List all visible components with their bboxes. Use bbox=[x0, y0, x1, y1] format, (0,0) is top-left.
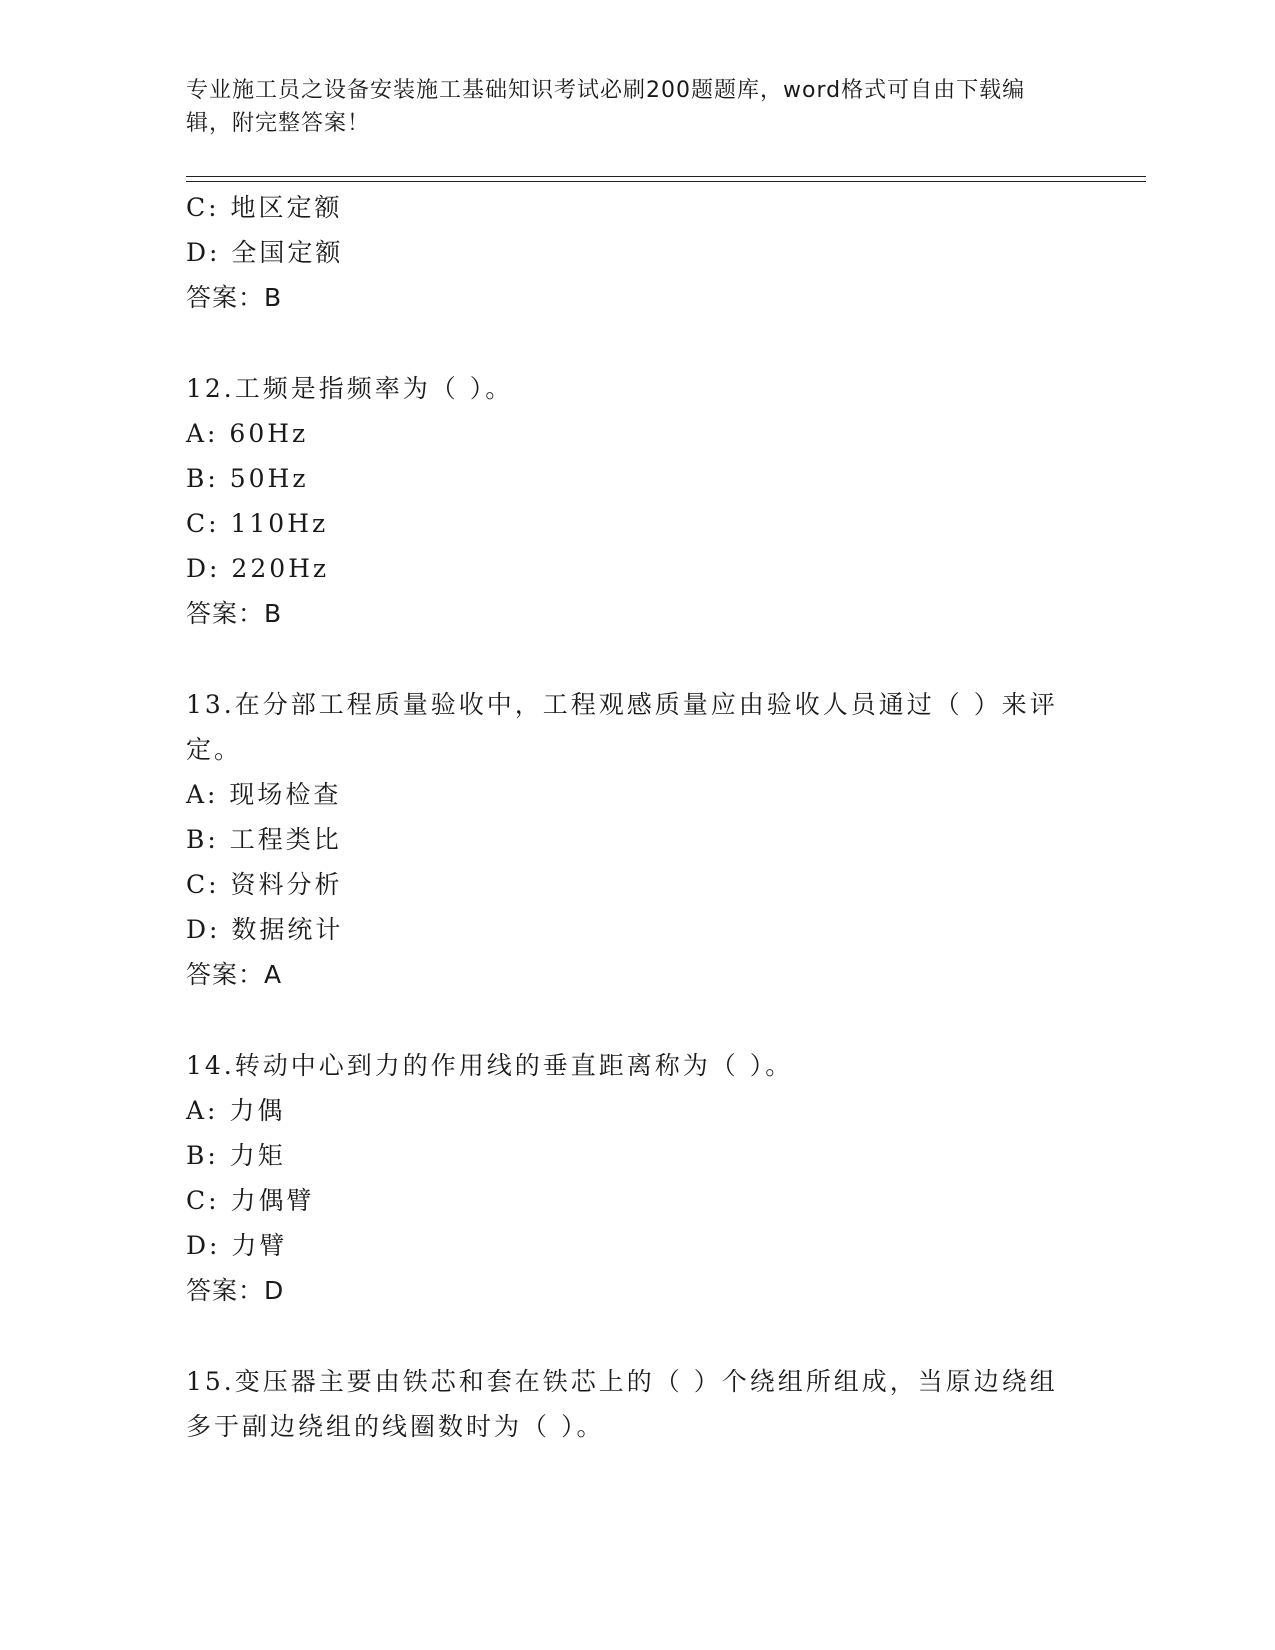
option-c: C: 资料分析 bbox=[186, 870, 343, 899]
option-a: A: 力偶 bbox=[186, 1096, 286, 1125]
header-divider bbox=[186, 176, 1146, 182]
option-c: C: 力偶臂 bbox=[186, 1186, 315, 1215]
document-header: 专业施工员之设备安装施工基础知识考试必刷200题题库，word格式可自由下载编辑，附完整答案！ bbox=[186, 78, 1026, 136]
option-a: A: 60Hz bbox=[186, 419, 309, 448]
answer: 答案：D bbox=[186, 1276, 285, 1305]
question-15 bbox=[186, 1359, 1146, 1449]
option-d: D: 220Hz bbox=[186, 554, 330, 583]
question-12 bbox=[186, 366, 1146, 636]
answer: 答案：A bbox=[186, 960, 283, 989]
option-c: C: 110Hz bbox=[186, 509, 329, 538]
question-title: 15.变压器主要由铁芯和套在铁芯上的（ ）个绕组所组成，当原边绕组多于副边绕组的线圈数时为（ ）。 bbox=[186, 1367, 1058, 1441]
option-b: B: 力矩 bbox=[186, 1141, 286, 1170]
question-title: 13.在分部工程质量验收中，工程观感质量应由验收人员通过（ ）来评定。 bbox=[186, 690, 1058, 764]
option-a: A: 现场检查 bbox=[186, 780, 342, 809]
question-list bbox=[186, 185, 1146, 1449]
document-page bbox=[186, 0, 1146, 1650]
answer: 答案：B bbox=[186, 599, 283, 628]
option-b: B: 50Hz bbox=[186, 464, 309, 493]
question-13 bbox=[186, 682, 1146, 997]
question-title: 14.转动中心到力的作用线的垂直距离称为（ ）。 bbox=[186, 1051, 794, 1080]
option-b: B: 工程类比 bbox=[186, 825, 342, 854]
answer: 答案：B bbox=[186, 283, 283, 312]
option-d: D: 力臂 bbox=[186, 1231, 288, 1260]
question-title: 12.工频是指频率为（ ）。 bbox=[186, 374, 514, 403]
question-11-continued bbox=[186, 185, 1146, 320]
option-d: D: 全国定额 bbox=[186, 238, 344, 267]
option-c: C: 地区定额 bbox=[186, 193, 343, 222]
option-d: D: 数据统计 bbox=[186, 915, 344, 944]
question-14 bbox=[186, 1043, 1146, 1313]
